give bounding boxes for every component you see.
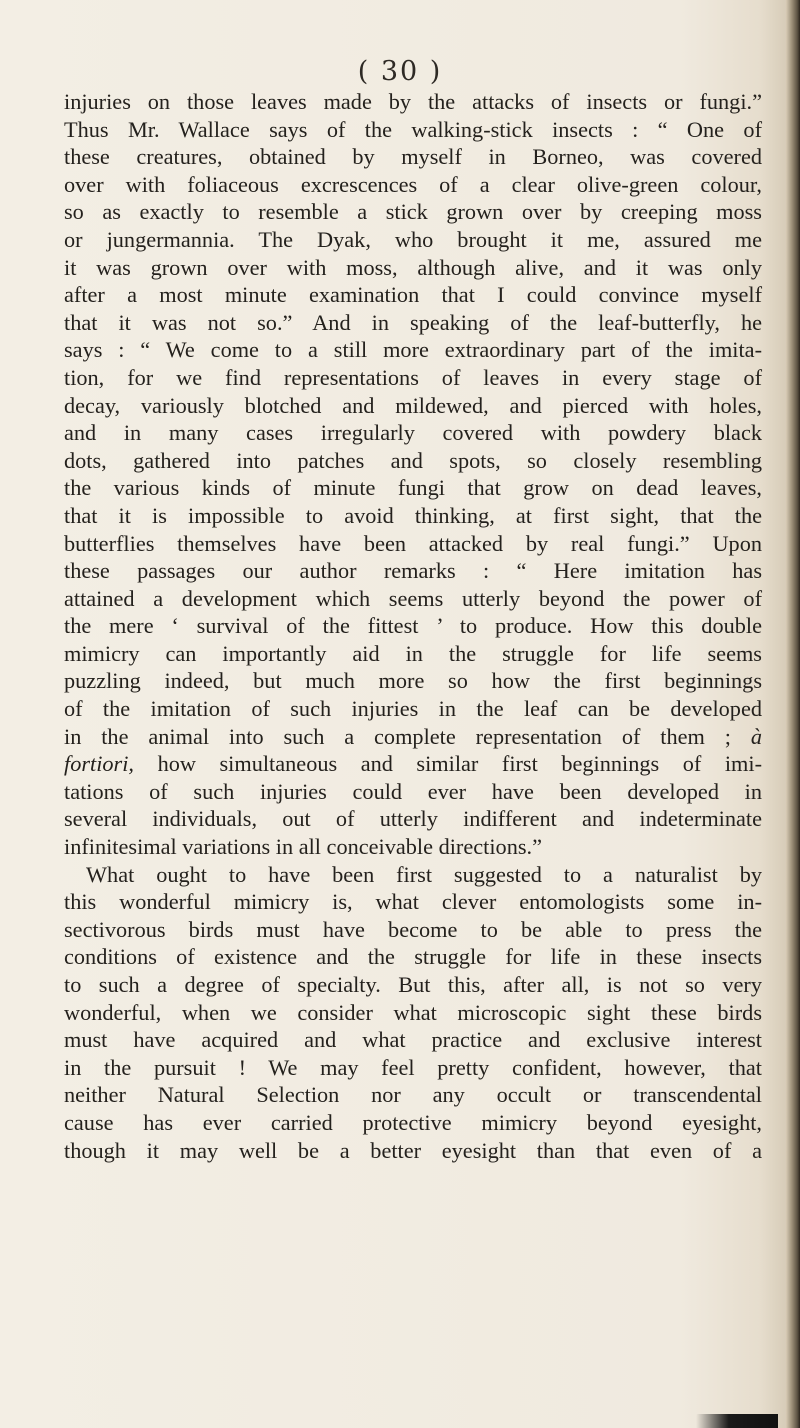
- text-line: and in many cases irregularly covered with powdery black: [64, 420, 762, 446]
- scan-edge-mark: [696, 1414, 778, 1428]
- text-line: dots, gathered into patches and spots, so closely resembling: [64, 447, 762, 473]
- text-line: so as exactly to resemble a stick grown over by creeping moss: [64, 199, 762, 225]
- text-line: several individuals, out of utterly indifferent and indeterminate: [64, 806, 762, 832]
- text-line: mimicry can importantly aid in the struggle for life seems: [64, 640, 762, 666]
- text-line: though it may well be a better eyesight than that even of a: [64, 1137, 762, 1163]
- text-line: this wonderful mimicry is, what clever entomologists some in-: [64, 889, 762, 915]
- text-line: [64, 723, 762, 751]
- text-line: Thus Mr. Wallace says of the walking-stick insects : “ One of: [64, 116, 762, 142]
- text-line: tations of such injuries could ever have been developed in: [64, 778, 762, 804]
- text-line: that it is impossible to avoid thinking, at first sight, that the: [64, 502, 762, 528]
- italic-word: à: [750, 723, 762, 749]
- text-line: says : “ We come to a still more extraordinary part of the imita-: [64, 337, 762, 363]
- text-line: to such a degree of specialty. But this, after all, is not so very: [64, 972, 762, 997]
- italic-phrase: fortiori,: [64, 751, 135, 777]
- text-line: conditions of existence and the struggle for life in these insects: [64, 944, 762, 970]
- text-line: these creatures, obtained by myself in Borneo, was covered: [64, 144, 762, 170]
- text-line: must have acquired and what practice and exclusive interest: [64, 1027, 762, 1053]
- text-line: of the imitation of such injuries in the leaf can be developed: [64, 696, 762, 722]
- text-line: over with foliaceous excrescences of a clear olive-green colour,: [64, 171, 762, 197]
- text-line: sectivorous birds must have become to be able to press the: [64, 916, 762, 942]
- text-line: after a most minute examination that I could convince myself: [64, 282, 762, 308]
- text-line: tion, for we find representations of leaves in every stage of: [64, 364, 762, 390]
- text-line: attained a development which seems utterly beyond the power of: [64, 585, 762, 611]
- text-line: puzzling indeed, but much more so how the first beginnings: [64, 668, 762, 694]
- body-text: [64, 88, 762, 1164]
- text-line: decay, variously blotched and mildewed, and pierced with holes,: [64, 392, 762, 418]
- text-line: the mere ‘ survival of the fittest ’ to produce. How this double: [64, 613, 762, 639]
- text-line: it was grown over with moss, although alive, and it was only: [64, 254, 762, 280]
- text-line: butterflies themselves have been attacked by real fungi.” Upon: [64, 530, 762, 556]
- text-line: neither Natural Selection nor any occult or transcendental: [64, 1082, 762, 1108]
- text-line-start: in the animal into such a complete representation of them ;: [64, 723, 731, 749]
- text-line: the various kinds of minute fungi that grow on dead leaves,: [64, 475, 762, 501]
- text-line: injuries on those leaves made by the attacks of insects or fungi.”: [64, 89, 762, 114]
- text-line: What ought to have been first suggested to a naturalist by: [86, 861, 762, 887]
- text-line-rest: how simultaneous and similar first beginnings of imi-: [157, 751, 762, 777]
- text-line: infinitesimal variations in all conceivable directions.”: [64, 834, 542, 860]
- page-number: ( 30 ): [357, 56, 443, 87]
- page-binding-edge: [786, 0, 800, 1428]
- text-line: wonderful, when we consider what microscopic sight these birds: [64, 999, 762, 1025]
- text-line: that it was not so.” And in speaking of the leaf-butterfly, he: [64, 309, 762, 335]
- text-line: cause has ever carried protective mimicry beyond eyesight,: [64, 1109, 762, 1135]
- text-line: these passages our author remarks : “ Here imitation has: [64, 558, 762, 584]
- text-line: in the pursuit ! We may feel pretty confident, however, that: [64, 1054, 762, 1080]
- text-line: or jungermannia. The Dyak, who brought it me, assured me: [64, 226, 762, 252]
- text-line: [64, 750, 762, 778]
